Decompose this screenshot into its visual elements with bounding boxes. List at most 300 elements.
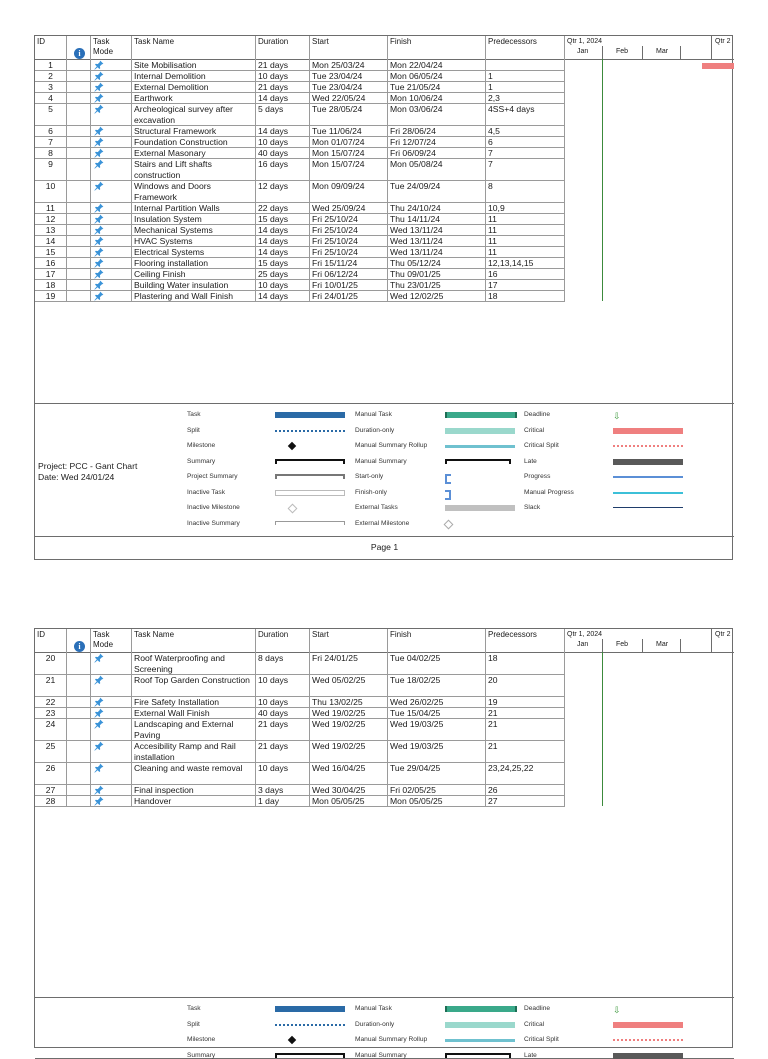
- task-name[interactable]: Cleaning and waste removal: [132, 762, 256, 784]
- col-header-duration[interactable]: Duration: [256, 629, 310, 652]
- task-duration[interactable]: 1 day: [256, 795, 310, 806]
- task-name[interactable]: HVAC Systems: [132, 235, 256, 246]
- pin-icon: [94, 148, 104, 158]
- task-start[interactable]: Tue 28/05/24: [310, 103, 388, 125]
- task-predecessors[interactable]: 8: [486, 180, 565, 202]
- table-row[interactable]: [35, 158, 565, 181]
- task-mode-cell: [91, 707, 132, 718]
- task-finish[interactable]: Fri 12/07/24: [388, 136, 486, 147]
- task-predecessors[interactable]: 1: [486, 70, 565, 81]
- task-finish[interactable]: Wed 13/11/24: [388, 235, 486, 246]
- table-row[interactable]: [35, 740, 565, 763]
- task-finish[interactable]: Mon 03/06/24: [388, 103, 486, 125]
- page-footer: Page 1: [370, 542, 399, 552]
- task-start[interactable]: Fri 25/10/24: [310, 213, 388, 224]
- legend-label: Manual Task: [355, 1005, 392, 1012]
- task-indicators: [67, 696, 91, 707]
- task-predecessors[interactable]: 4,5: [486, 125, 565, 136]
- task-name[interactable]: Ceiling Finish: [132, 268, 256, 279]
- current-date-line: [602, 652, 603, 806]
- task-name[interactable]: Fire Safety Installation: [132, 696, 256, 707]
- task-duration[interactable]: 25 days: [256, 268, 310, 279]
- col-header-id[interactable]: ID: [35, 36, 67, 59]
- task-predecessors[interactable]: 21: [486, 740, 565, 762]
- task-predecessors[interactable]: 7: [486, 147, 565, 158]
- task-start[interactable]: Thu 13/02/25: [310, 696, 388, 707]
- task-finish[interactable]: Wed 13/11/24: [388, 246, 486, 257]
- task-finish[interactable]: Fri 06/09/24: [388, 147, 486, 158]
- pin-icon: [94, 159, 104, 169]
- timescale-month: Jan: [577, 48, 589, 55]
- table-row[interactable]: [35, 103, 565, 126]
- task-start[interactable]: Wed 19/02/25: [310, 740, 388, 762]
- task-mode-cell: [91, 740, 132, 762]
- col-header-predecessors[interactable]: Predecessors: [486, 36, 565, 59]
- task-id: 12: [35, 213, 67, 224]
- task-mode-cell: [91, 652, 132, 674]
- task-name[interactable]: Insulation System: [132, 213, 256, 224]
- task-start[interactable]: Wed 05/02/25: [310, 674, 388, 696]
- project-date: Date: Wed 24/01/24: [38, 472, 115, 482]
- timescale-quarter-divider: [711, 36, 712, 59]
- task-name[interactable]: Structural Framework: [132, 125, 256, 136]
- task-name[interactable]: Mechanical Systems: [132, 224, 256, 235]
- task-start[interactable]: Wed 19/02/25: [310, 718, 388, 740]
- task-id: 16: [35, 257, 67, 268]
- pin-icon: [94, 719, 104, 729]
- task-start[interactable]: Mon 09/09/24: [310, 180, 388, 202]
- legend-label: Late: [524, 1051, 537, 1059]
- task-predecessors[interactable]: 12,13,14,15: [486, 257, 565, 268]
- task-name[interactable]: Roof Waterproofing and Screening: [132, 652, 256, 674]
- task-duration[interactable]: 15 days: [256, 213, 310, 224]
- task-id: 18: [35, 279, 67, 290]
- timescale-divider: [680, 46, 681, 59]
- task-predecessors[interactable]: 4SS+4 days: [486, 103, 565, 125]
- pin-icon: [94, 269, 104, 279]
- task-indicators: [67, 103, 91, 125]
- task-finish[interactable]: Fri 02/05/25: [388, 784, 486, 795]
- task-finish[interactable]: Tue 04/02/25: [388, 652, 486, 674]
- task-id: 19: [35, 290, 67, 301]
- task-id: 6: [35, 125, 67, 136]
- task-duration[interactable]: 15 days: [256, 257, 310, 268]
- legend-label: Duration-only: [355, 426, 395, 434]
- legend-label: Critical: [524, 426, 545, 434]
- task-id: 20: [35, 652, 67, 674]
- task-id: 21: [35, 674, 67, 696]
- task-indicators: [67, 652, 91, 674]
- task-name[interactable]: Landscaping and External Paving: [132, 718, 256, 740]
- task-start[interactable]: Mon 25/03/24: [310, 59, 388, 70]
- task-duration[interactable]: 21 days: [256, 740, 310, 762]
- task-mode-cell: [91, 147, 132, 158]
- task-finish[interactable]: Mon 10/06/24: [388, 92, 486, 103]
- task-indicators: [67, 235, 91, 246]
- task-start[interactable]: Tue 11/06/24: [310, 125, 388, 136]
- task-finish[interactable]: Tue 15/04/25: [388, 707, 486, 718]
- task-indicators: [67, 224, 91, 235]
- legend-label: Project Summary: [187, 473, 238, 480]
- legend-label: Inactive Summary: [187, 519, 240, 527]
- task-start[interactable]: Fri 10/01/25: [310, 279, 388, 290]
- table-row[interactable]: [35, 652, 565, 675]
- legend-label: Finish-only: [355, 488, 387, 496]
- pin-icon: [94, 291, 104, 301]
- pin-icon: [94, 236, 104, 246]
- pin-icon: [94, 181, 104, 191]
- pin-icon: [94, 280, 104, 290]
- task-id: 24: [35, 718, 67, 740]
- task-name[interactable]: External Wall Finish: [132, 707, 256, 718]
- task-name[interactable]: Accesibility Ramp and Rail installation: [132, 740, 256, 762]
- task-start[interactable]: Fri 25/10/24: [310, 246, 388, 257]
- table-row[interactable]: [35, 795, 565, 807]
- pin-icon: [94, 675, 104, 685]
- col-header-task-name[interactable]: Task Name: [132, 36, 256, 59]
- info-icon: i: [74, 641, 85, 652]
- task-predecessors[interactable]: 17: [486, 279, 565, 290]
- timescale-divider: [642, 639, 643, 652]
- task-start[interactable]: Tue 23/04/24: [310, 81, 388, 92]
- task-bar-site-mobilisation[interactable]: [702, 63, 734, 69]
- task-predecessors[interactable]: 16: [486, 268, 565, 279]
- task-start[interactable]: Wed 25/09/24: [310, 202, 388, 213]
- task-id: 1: [35, 59, 67, 70]
- task-start[interactable]: Fri 24/01/25: [310, 290, 388, 301]
- col-header-id[interactable]: ID: [35, 629, 67, 652]
- legend-label: Duration-only: [355, 1020, 395, 1028]
- task-finish[interactable]: Wed 19/03/25: [388, 718, 486, 740]
- task-finish[interactable]: Wed 26/02/25: [388, 696, 486, 707]
- task-indicators: [67, 59, 91, 70]
- task-start[interactable]: Wed 22/05/24: [310, 92, 388, 103]
- task-mode-cell: [91, 246, 132, 257]
- table-row[interactable]: [35, 674, 565, 697]
- task-duration[interactable]: 8 days: [256, 652, 310, 674]
- task-predecessors[interactable]: 23,24,25,22: [486, 762, 565, 784]
- task-indicators: [67, 70, 91, 81]
- task-start[interactable]: Fri 25/10/24: [310, 235, 388, 246]
- col-header-task-mode[interactable]: Task Mode: [91, 36, 132, 59]
- timescale: [565, 36, 734, 60]
- task-name[interactable]: Foundation Construction: [132, 136, 256, 147]
- timescale-quarter-divider: [711, 629, 712, 652]
- task-indicators: [67, 268, 91, 279]
- task-name[interactable]: Roof Top Garden Construction: [132, 674, 256, 696]
- legend: Task Split Milestone Summary Manual Task Duration-only Manual Summary Rollup Manual Summary Deadline ⇩ Critical Critical Split Late: [35, 997, 734, 1059]
- task-name[interactable]: Stairs and Lift shafts construction: [132, 158, 256, 180]
- task-name[interactable]: Internal Partition Walls: [132, 202, 256, 213]
- task-start[interactable]: Mon 05/05/25: [310, 795, 388, 806]
- task-duration[interactable]: 21 days: [256, 59, 310, 70]
- task-duration[interactable]: 14 days: [256, 246, 310, 257]
- task-duration[interactable]: 14 days: [256, 290, 310, 301]
- task-finish[interactable]: Mon 06/05/24: [388, 70, 486, 81]
- task-finish[interactable]: Tue 24/09/24: [388, 180, 486, 202]
- task-duration[interactable]: 12 days: [256, 180, 310, 202]
- task-duration[interactable]: 14 days: [256, 92, 310, 103]
- task-duration[interactable]: 21 days: [256, 81, 310, 92]
- task-id: 22: [35, 696, 67, 707]
- task-finish[interactable]: Tue 29/04/25: [388, 762, 486, 784]
- task-id: 3: [35, 81, 67, 92]
- pin-icon: [94, 741, 104, 751]
- task-duration[interactable]: 10 days: [256, 279, 310, 290]
- task-indicators: [67, 246, 91, 257]
- task-predecessors[interactable]: 18: [486, 652, 565, 674]
- task-duration[interactable]: 22 days: [256, 202, 310, 213]
- timescale-divider: [602, 46, 603, 59]
- col-header-predecessors[interactable]: Predecessors: [486, 629, 565, 652]
- task-id: 13: [35, 224, 67, 235]
- task-id: 26: [35, 762, 67, 784]
- gantt-area: [565, 652, 734, 806]
- task-name[interactable]: Site Mobilisation: [132, 59, 256, 70]
- timescale-month: Jan: [577, 641, 589, 648]
- task-name[interactable]: External Demolition: [132, 81, 256, 92]
- task-id: 27: [35, 784, 67, 795]
- task-duration[interactable]: 3 days: [256, 784, 310, 795]
- task-predecessors[interactable]: 10,9: [486, 202, 565, 213]
- task-duration[interactable]: 10 days: [256, 674, 310, 696]
- task-mode-cell: [91, 92, 132, 103]
- task-finish[interactable]: Thu 05/12/24: [388, 257, 486, 268]
- task-start[interactable]: Wed 16/04/25: [310, 762, 388, 784]
- task-start[interactable]: Tue 23/04/24: [310, 70, 388, 81]
- pin-icon: [94, 258, 104, 268]
- task-name[interactable]: Internal Demolition: [132, 70, 256, 81]
- task-duration[interactable]: 40 days: [256, 147, 310, 158]
- pin-icon: [94, 93, 104, 103]
- task-id: 10: [35, 180, 67, 202]
- col-header-finish[interactable]: Finish: [388, 629, 486, 652]
- timescale-quarter: Qtr 1, 2024: [567, 38, 603, 45]
- task-predecessors[interactable]: 11: [486, 246, 565, 257]
- task-id: 15: [35, 246, 67, 257]
- task-predecessors[interactable]: 18: [486, 290, 565, 301]
- col-header-indicators[interactable]: [67, 36, 91, 59]
- legend-label: Late: [524, 457, 537, 465]
- timescale-divider: [602, 639, 603, 652]
- task-id: 9: [35, 158, 67, 180]
- task-predecessors[interactable]: 21: [486, 707, 565, 718]
- task-indicators: [67, 762, 91, 784]
- timescale-next-quarter: Qtr 2: [715, 38, 731, 45]
- task-duration[interactable]: 10 days: [256, 762, 310, 784]
- task-indicators: [67, 707, 91, 718]
- task-start[interactable]: Mon 01/07/24: [310, 136, 388, 147]
- task-name[interactable]: Final inspection: [132, 784, 256, 795]
- task-indicators: [67, 740, 91, 762]
- pin-icon: [94, 785, 104, 795]
- task-indicators: [67, 92, 91, 103]
- task-name[interactable]: Plastering and Wall Finish: [132, 290, 256, 301]
- legend-label: Split: [187, 1020, 200, 1028]
- pin-icon: [94, 60, 104, 70]
- task-name[interactable]: Handover: [132, 795, 256, 806]
- task-duration[interactable]: 14 days: [256, 125, 310, 136]
- timescale: [565, 629, 734, 653]
- task-finish[interactable]: Wed 12/02/25: [388, 290, 486, 301]
- task-start[interactable]: Mon 15/07/24: [310, 147, 388, 158]
- task-start[interactable]: Fri 25/10/24: [310, 224, 388, 235]
- task-duration[interactable]: 10 days: [256, 696, 310, 707]
- task-predecessors[interactable]: 6: [486, 136, 565, 147]
- legend-label: Slack: [524, 504, 541, 511]
- task-start[interactable]: Fri 24/01/25: [310, 652, 388, 674]
- task-id: 8: [35, 147, 67, 158]
- legend-label: Critical: [524, 1020, 545, 1028]
- task-indicators: [67, 202, 91, 213]
- legend-label: Task: [187, 1005, 201, 1012]
- task-name[interactable]: Archeological survey after excavation: [132, 103, 256, 125]
- task-indicators: [67, 290, 91, 301]
- task-name[interactable]: Windows and Doors Framework: [132, 180, 256, 202]
- task-predecessors[interactable]: 2,3: [486, 92, 565, 103]
- task-indicators: [67, 795, 91, 806]
- legend-label: Start-only: [355, 473, 384, 480]
- task-mode-cell: [91, 762, 132, 784]
- pin-icon: [94, 104, 104, 114]
- col-header-task-mode[interactable]: Task Mode: [91, 629, 132, 652]
- table-row[interactable]: [35, 718, 565, 741]
- task-mode-cell: [91, 674, 132, 696]
- col-header-indicators[interactable]: [67, 629, 91, 652]
- task-duration[interactable]: 5 days: [256, 103, 310, 125]
- col-header-start[interactable]: Start: [310, 629, 388, 652]
- task-predecessors[interactable]: 26: [486, 784, 565, 795]
- task-predecessors[interactable]: 11: [486, 235, 565, 246]
- task-predecessors[interactable]: 1: [486, 81, 565, 92]
- task-name[interactable]: Earthwork: [132, 92, 256, 103]
- pin-icon: [94, 763, 104, 773]
- task-finish[interactable]: Mon 05/05/25: [388, 795, 486, 806]
- pin-icon: [94, 126, 104, 136]
- legend-label: Deadline: [524, 1005, 551, 1012]
- task-predecessors[interactable]: [486, 59, 565, 70]
- task-indicators: [67, 136, 91, 147]
- task-id: 23: [35, 707, 67, 718]
- task-start[interactable]: Fri 15/11/24: [310, 257, 388, 268]
- gantt-page-2: [34, 628, 733, 1059]
- task-finish[interactable]: Fri 28/06/24: [388, 125, 486, 136]
- task-duration[interactable]: 21 days: [256, 718, 310, 740]
- table-row[interactable]: [35, 290, 565, 302]
- task-name[interactable]: Electrical Systems: [132, 246, 256, 257]
- task-indicators: [67, 718, 91, 740]
- task-predecessors[interactable]: 11: [486, 224, 565, 235]
- task-indicators: [67, 213, 91, 224]
- legend-label: External Milestone: [355, 519, 410, 527]
- task-finish[interactable]: Mon 05/08/24: [388, 158, 486, 180]
- task-predecessors[interactable]: 11: [486, 213, 565, 224]
- pin-icon: [94, 708, 104, 718]
- pin-icon: [94, 203, 104, 213]
- current-date-line: [602, 59, 603, 301]
- table-row[interactable]: [35, 762, 565, 785]
- timescale-quarter: Qtr 1, 2024: [567, 631, 603, 638]
- task-mode-cell: [91, 268, 132, 279]
- gantt-page-1: [34, 35, 733, 560]
- task-indicators: [67, 158, 91, 180]
- legend-label: Manual Summary: [355, 1051, 407, 1059]
- task-mode-cell: [91, 70, 132, 81]
- task-finish[interactable]: Wed 19/03/25: [388, 740, 486, 762]
- task-start[interactable]: Mon 15/07/24: [310, 158, 388, 180]
- task-mode-cell: [91, 103, 132, 125]
- task-duration[interactable]: 40 days: [256, 707, 310, 718]
- task-finish[interactable]: Mon 22/04/24: [388, 59, 486, 70]
- task-predecessors[interactable]: 19: [486, 696, 565, 707]
- col-header-task-name[interactable]: Task Name: [132, 629, 256, 652]
- task-finish[interactable]: Wed 13/11/24: [388, 224, 486, 235]
- task-finish[interactable]: Thu 14/11/24: [388, 213, 486, 224]
- task-finish[interactable]: Thu 23/01/25: [388, 279, 486, 290]
- legend-label: Manual Summary Rollup: [355, 1036, 428, 1043]
- task-start[interactable]: Fri 06/12/24: [310, 268, 388, 279]
- col-header-duration[interactable]: Duration: [256, 36, 310, 59]
- task-name[interactable]: Flooring installation: [132, 257, 256, 268]
- task-finish[interactable]: Thu 09/01/25: [388, 268, 486, 279]
- task-predecessors[interactable]: 7: [486, 158, 565, 180]
- task-finish[interactable]: Thu 24/10/24: [388, 202, 486, 213]
- task-duration[interactable]: 10 days: [256, 70, 310, 81]
- task-predecessors[interactable]: 21: [486, 718, 565, 740]
- legend-label: Milestone: [187, 442, 216, 449]
- pin-icon: [94, 653, 104, 663]
- task-duration[interactable]: 16 days: [256, 158, 310, 180]
- pin-icon: [94, 214, 104, 224]
- legend-label: Milestone: [187, 1036, 216, 1043]
- task-id: 4: [35, 92, 67, 103]
- task-mode-cell: [91, 279, 132, 290]
- info-icon: i: [74, 48, 85, 59]
- legend-label: Task: [187, 411, 201, 418]
- task-mode-cell: [91, 257, 132, 268]
- task-duration[interactable]: 10 days: [256, 136, 310, 147]
- task-indicators: [67, 674, 91, 696]
- task-predecessors[interactable]: 27: [486, 795, 565, 806]
- task-name[interactable]: Building Water insulation: [132, 279, 256, 290]
- col-header-start[interactable]: Start: [310, 36, 388, 59]
- col-header-finish[interactable]: Finish: [388, 36, 486, 59]
- task-mode-cell: [91, 224, 132, 235]
- task-start[interactable]: Wed 30/04/25: [310, 784, 388, 795]
- task-indicators: [67, 125, 91, 136]
- timescale-divider: [680, 639, 681, 652]
- table-header: [35, 36, 565, 60]
- task-name[interactable]: External Masonary: [132, 147, 256, 158]
- task-duration[interactable]: 14 days: [256, 235, 310, 246]
- task-finish[interactable]: Tue 21/05/24: [388, 81, 486, 92]
- task-id: 5: [35, 103, 67, 125]
- task-finish[interactable]: Tue 18/02/25: [388, 674, 486, 696]
- task-mode-cell: [91, 213, 132, 224]
- pin-icon: [94, 225, 104, 235]
- table-row[interactable]: [35, 180, 565, 203]
- task-mode-cell: [91, 59, 132, 70]
- task-mode-cell: [91, 290, 132, 301]
- timescale-divider: [642, 46, 643, 59]
- task-id: 28: [35, 795, 67, 806]
- task-duration[interactable]: 14 days: [256, 224, 310, 235]
- task-mode-cell: [91, 795, 132, 806]
- task-start[interactable]: Wed 19/02/25: [310, 707, 388, 718]
- task-predecessors[interactable]: 20: [486, 674, 565, 696]
- pin-icon: [94, 247, 104, 257]
- timescale-month: Feb: [616, 641, 629, 648]
